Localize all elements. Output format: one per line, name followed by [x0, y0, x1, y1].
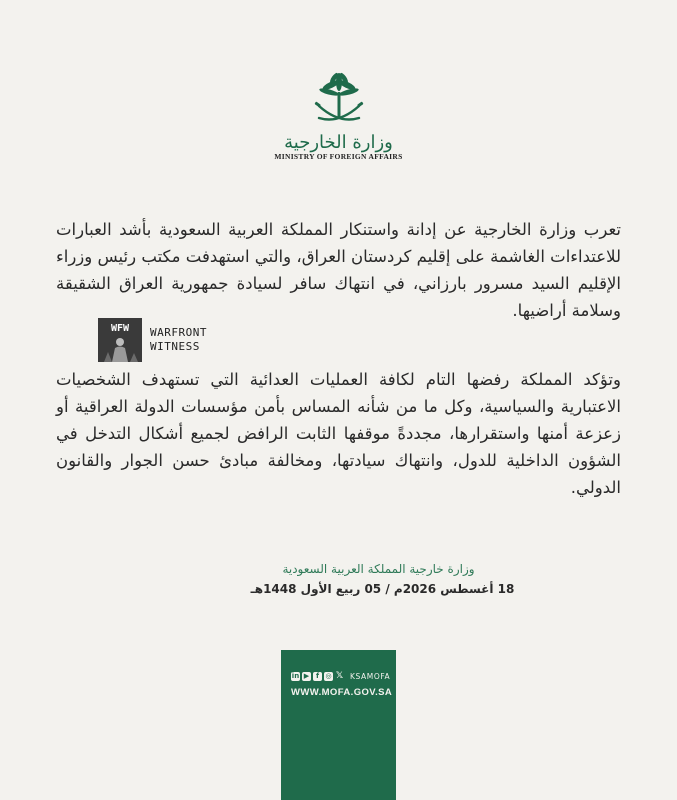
ministry-name-arabic: وزارة الخارجية [284, 132, 393, 153]
header [0, 72, 677, 161]
watermark-line-2: WITNESS [150, 340, 200, 353]
signature-date: 18 أغسطس 2026م / 05 ربيع الأول 1448هـ [250, 582, 515, 596]
facebook-icon[interactable]: f [313, 672, 322, 681]
x-icon[interactable]: 𝕏 [335, 671, 344, 681]
warfront-logo-icon [98, 318, 142, 362]
warfront-witness-watermark [98, 318, 207, 362]
social-icons-row [291, 672, 390, 681]
watermark-line-1: WARFRONT [150, 326, 207, 339]
statement-paragraph-2: وتؤكد المملكة رفضها التام لكافة العمليات العدائية التي تستهدف الشخصيات الاعتبارية والسياسية، وكل ما من شأنه المساس بأمن مؤسسات الدولة العراقية أو زعزعة أمنها واستقرارها، مجددةً موقفها الثابت الرافض لجميع أشكال التدخل في الشؤون الداخلية للدول، وانتهاك سيادتها، ومخالفة مبادئ حسن الجوار والقانون الدولي. [56, 370, 621, 497]
linkedin-icon[interactable]: in [291, 672, 300, 680]
youtube-icon[interactable]: ▶ [303, 672, 310, 680]
watermark-label [150, 326, 207, 354]
svg-text:WFW: WFW [110, 323, 130, 334]
footer-contact-box [281, 650, 396, 800]
signature-block [0, 562, 677, 596]
instagram-icon[interactable]: ◎ [325, 672, 332, 680]
signature-ministry: وزارة خارجية المملكة العربية السعودية [282, 562, 475, 576]
social-handle: KSAMOFA [350, 672, 391, 681]
ministry-name-english: MINISTRY OF FOREIGN AFFAIRS [274, 152, 403, 161]
website-link[interactable]: WWW.MOFA.GOV.SA [291, 687, 393, 698]
saudi-emblem-icon [309, 72, 369, 130]
statement-paragraph-1: تعرب وزارة الخارجية عن إدانة واستنكار المملكة العربية السعودية بأشد العبارات للاعتداءات الغاشمة على إقليم كردستان العراق، والتي استهدفت مكتب رئيس وزراء الإقليم السيد مسرور بارزاني، في انتهاك سافر لسيادة جمهورية العراق الشقيقة وسلامة أراضيها. [56, 220, 621, 320]
